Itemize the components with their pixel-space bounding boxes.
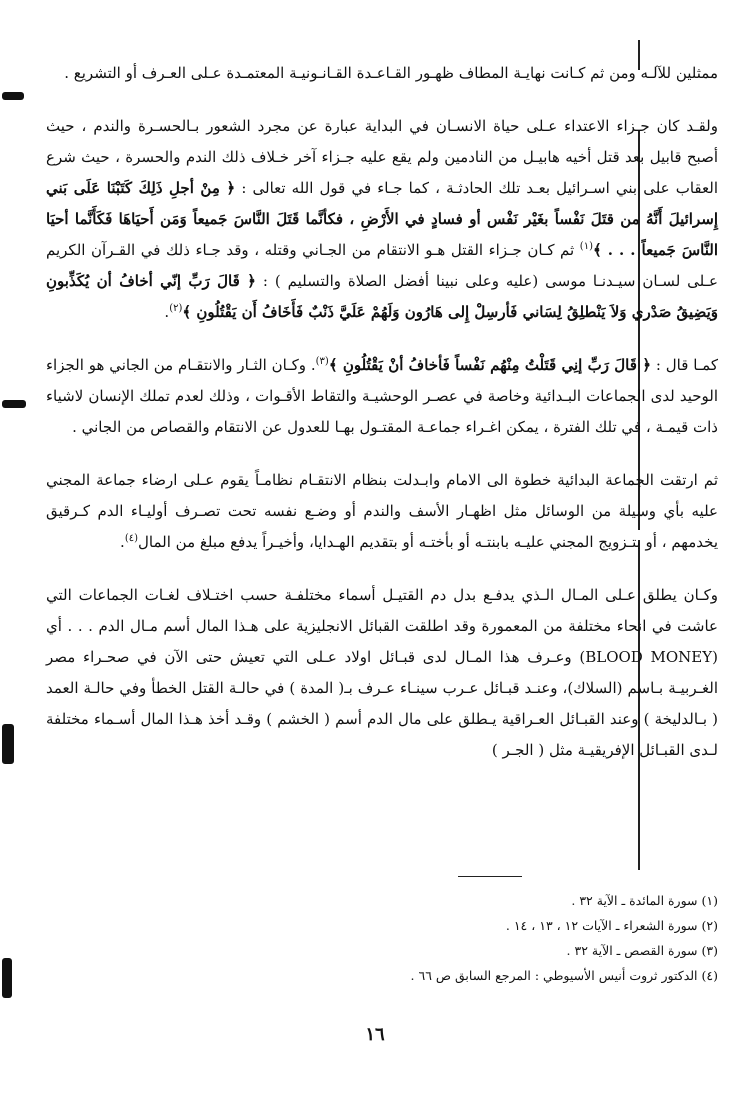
scan-edge-mark	[2, 400, 26, 408]
footnote-marker: (١)	[579, 241, 593, 252]
footnote: (٤) الدكتور ثروت أنيس الأسيوطي : المرجع السابق ص ٦٦ .	[410, 968, 718, 983]
footnotes	[300, 888, 718, 988]
paragraph: وكـان يطلق عـلى المـال الـذي يدفـع بدل دم القتيـل أسماء مختلفـة حسب اختـلاف لغـات الجماعات التي عاشت في انحاء مختلفة من المعمورة وقد اطلقت القبائل الانجليزية على هـذا المال أسم مـال الدم . . . أي (BLOOD MONEY) وعـرف هذا المـال لدى قبـائل اولاد عـلى التي تعيش حتى الآن في صحـراء مصر الغـربيـة بـاسم (السلاك)، وعنـد قبـائل عـرب سينـاء عـرف بـ( المدة ) في حالـة القتل الخطأ وفي حالـة العمد ( بـالدليخة ) وعند القبـائل العـراقية يـطلق على مال الدم أسم ( الخشم ) وقـد أخذ هـذا المال أسـماء مختلفة لـدى القبـائل الإفريقيـة مثل ( الجـر )	[46, 586, 718, 759]
footnote-marker: (٢)	[169, 303, 183, 314]
paragraph: ممثلين للآلـه ومن ثم كـانت نهايـة المطاف ظهـور القـاعـدة القـانـونيـة المعتمـدة عـلى العـرف أو التشريع .	[64, 64, 718, 82]
quran-quote: ﴿ قَالَ رَبِّ إنّي أخافُ أن يُكَذِّبونِ وَيَضِيقُ صَدْري وَلاَ يَنْطلِقُ لِسَاني فَأرسِلْ إِلى هَارُون وَلَهُمْ عَلَيَّ ذَنْبٌ فَأَخَافُ أَن يَقْتُلُونِ ﴾	[46, 272, 718, 321]
scan-edge-mark	[2, 958, 12, 998]
footnote-marker: (٤)	[124, 533, 139, 544]
quran-quote: ﴿ قَالَ رَبِّ إنِي قَتَلْتُ مِنْهُم نَفْساً فَأخافُ أنْ يَقْتُلُونِ ﴾	[328, 356, 652, 374]
paragraph: ولقـد كان جـزاء الاعتداء عـلى حياة الانسـان في البداية عبارة عن مجرد الشعور بـالحسـرة والندم ، حيث أصبح قابيل بعد قتل أخيه هابيـل من النادمين ولم يقع عليه جـزاء آخر خـلاف ذلك الندم والحسرة ، حيث شرع العقاب على بني اسـرائيل بعـد تلك الحادثـة ، كما جـاء في قول الله تعالى : ﴿ مِنْ أجلِ ذَلِكَ كَتَبْنَا عَلَى بَني إِسرائيلَ أَنَّهُ من قتَلَ نَفْساً بغَيْر نَفْس أو فسادٍ في الأَرْضِ ، فكأنَّما قَتَلَ النَّاسَ جَميعاً وَمَن أَحيَاهَا فَكَأَنَّما أحيَا النَّاسَ جَميعاً . . . ﴾$^{(١)}$ ثم كـان جـزاء القتل هـو الانتقام من الجـاني وقتله ، وقد جـاء ذلك في القـرآن الكريم عـلى لسـان سيـدنـا موسى (عليه وعلى نبينا أفضل الصلاة والتسليم ) : ﴿ قَالَ رَبِّ إنّي أخافُ أن يُكَذِّبونِ وَيَضِيقُ صَدْري وَلاَ يَنْطلِقُ لِسَاني فَأرسِلْ إِلى هَارُون وَلَهُمْ عَلَيَّ ذَنْبٌ فَأَخَافُ أَن يَقْتُلُونِ ﴾$^{(٢)}$.	[46, 117, 718, 321]
english-term: (BLOOD MONEY)	[579, 648, 718, 666]
footnote: (٢) سورة الشعراء ـ الآيات ١٢ ، ١٣ ، ١٤ .	[505, 918, 718, 933]
paragraph: ثم ارتقت الجماعة البدائية خطوة الى الامام وابـدلت بنظام الانتقـام نظامـاً يقوم عـلى ارضاء جماعة المجني عليه بأي وسيلة من الوسائل مثل اظهـار الأسف والندم أو وضـع نفسه تحت تصـرف أوليـاء الدم كـرقيق يخدمهم ، أو بتـزويج المجني عليـه بابنتـه أو بأختـه أو بتقديم الهـدايا، وأخيـراً يدفع مبلغ من المال$^{(٤)}$.	[46, 471, 718, 551]
footnote-separator	[458, 876, 522, 877]
page-number: ١٦	[365, 1024, 385, 1045]
scan-edge-mark	[2, 92, 24, 100]
body-text	[46, 58, 718, 788]
paragraph: كمـا قال : ﴿ قَالَ رَبِّ إنِي قَتَلْتُ مِنْهُم نَفْساً فَأخافُ أنْ يَقْتُلُونِ ﴾$^{(٣)}$. وكـان الثـار والانتقـام من الجاني هو الجزاء الوحيد لدى الجماعات البـدائية وخاصة في عصـر الوحشيـة والتقاط الأقـوات ، وذلك لعدم تملك الإنسان لاشياء ذات قيمـة ، في تلك الفترة ، يمكن اغـراء جماعـة المقتـول بهـا للعدول عن الانتقام والقصاص من الجاني .	[46, 356, 718, 436]
footnote-marker: (٣)	[315, 356, 329, 367]
quran-quote: ﴿ مِنْ أجلِ ذَلِكَ كَتَبْنَا عَلَى بَني إِسرائيلَ أَنَّهُ من قتَلَ نَفْساً بغَيْر نَفْس أو فسادٍ في الأَرْضِ ، فكأنَّما قَتَلَ النَّاسَ جَميعاً وَمَن أَحيَاهَا فَكَأَنَّما أحيَا النَّاسَ جَميعاً . . . ﴾	[46, 179, 718, 259]
scan-edge-mark	[2, 724, 14, 764]
footnote: (١) سورة المائدة ـ الآية ٣٢ .	[571, 893, 718, 908]
footnote: (٣) سورة القصص ـ الآية ٣٢ .	[566, 943, 718, 958]
